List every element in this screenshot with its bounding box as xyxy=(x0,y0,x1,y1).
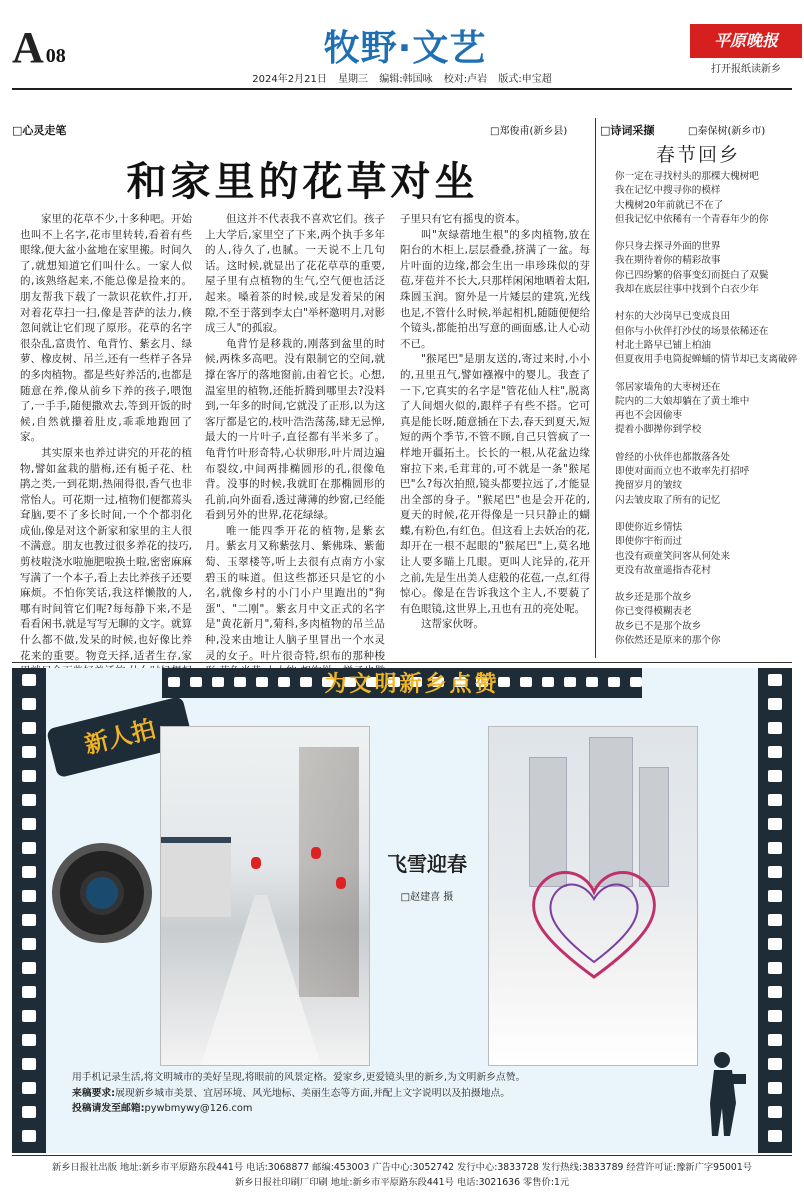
poem-line: 我却在底层往事中找到个白衣少年 xyxy=(615,284,759,296)
film-hole xyxy=(768,1130,782,1142)
film-hole xyxy=(22,674,36,686)
film-hole xyxy=(22,866,36,878)
film-hole xyxy=(768,866,782,878)
poem-line: 我在期待着你的精彩故事 xyxy=(615,255,721,267)
film-hole xyxy=(22,842,36,854)
poem-line: 院内的二大娘却躺在了黄土堆中 xyxy=(615,395,750,407)
date: 2024年2月21日 xyxy=(252,74,327,85)
editor: 编辑:韩国咏 xyxy=(379,74,433,85)
poem-stanza xyxy=(615,451,800,508)
film-hole xyxy=(256,677,268,687)
film-hole xyxy=(768,698,782,710)
poem-stanza xyxy=(615,521,800,578)
newspaper-logo: 平原晚报 xyxy=(690,24,802,58)
layout-editor: 版式:申宝超 xyxy=(498,74,552,85)
heart-sculpture-icon xyxy=(519,857,669,987)
film-hole xyxy=(768,986,782,998)
article-title: 和家里的花草对坐 xyxy=(126,159,479,205)
film-hole xyxy=(768,938,782,950)
photo-heart-sculpture xyxy=(488,726,698,1066)
paragraph: 这帮家伙呀。 xyxy=(421,618,484,631)
film-hole xyxy=(190,677,202,687)
poem-line: 也没有顽童笑问客从何处来 xyxy=(615,550,731,562)
film-hole xyxy=(564,677,576,687)
film-hole xyxy=(22,818,36,830)
poem-line: 挽留岁月的皱纹 xyxy=(615,480,683,492)
poem-line: 再也不会因偷枣 xyxy=(615,410,683,422)
email-label: 投稿请发至邮箱: xyxy=(72,1103,145,1114)
film-hole xyxy=(22,962,36,974)
film-strip-right xyxy=(758,668,792,1153)
paragraph: "猴尾巴"是朋友送的,寄过来时,小小的,丑里丑气,譬如襁褓中的婴儿。我查了一下,它真实的名字是"管花仙人柱",脱离了人间烟火似的,跟样子有些不搭。它可真是能长呀,随意插在下去,春天到夏天,短短的两个季节,不管不顾,自己只管疯了一样地开疆拓土。长长的一根,从花盆边缘窜拉下来,毛茸茸的,可不就是一条"猴尾巴"么?每次拍照,镜头都要拉远了,才能显出全部的身子。"猴尾巴"也是会开花的,夏天的时候,花开得像是一只只静止的蝴蝶,有粉色,有红色。但这看上去妖冶的花,却开在一根不起眼的"猴尾巴"上,莫名地让人要多瞄上几眼。更叫人诧异的,花开之前,先是生出美人痣般的花苞,一点,红得惊心。像是在告诉我这个主人,不要藐了有色眼镜,这世界上,丑也有丑的亮处呢。 xyxy=(400,353,590,615)
poem-line: 大槐树20年前就已不在了 xyxy=(615,199,724,211)
section-title: 牧野·文艺 xyxy=(323,28,487,69)
paragraph: 其实原来也养过讲究的开花的植物,譬如盆栽的腊梅,还有栀子花、杜鹃之类,一到花期,热闹得很,香气也非常怡人。可花期一过,植物们便都蔫头耷脑,要不了多长时间,一个个都羽化成仙,像是对这个新家和家里的主人很不满意。朋友也教过很多养花的技巧,剪枝啦浇水啦施肥啦换土啦,密密麻麻写满了一个本子,看上去比养孩子还要麻烦。不怕你笑话,我这样懒散的人,哪有时间管它们呢?每每静下来,不是看看闲书,就是写写无聊的文字。就算什么都不做,发呆的时候,也好像比养花来的重要。物竞天择,适者生存,家 xyxy=(20,446,192,662)
requirements-text: 展现新乡城市美景、宜居环境、风光地标、美丽生态等方面,并配上文字说明以及拍摄地点。 xyxy=(115,1087,511,1099)
slogan: 打开报纸读新乡 xyxy=(711,64,781,75)
film-hole xyxy=(768,890,782,902)
poem-line: 村北土路早已铺上柏油 xyxy=(615,339,711,351)
film-hole xyxy=(768,722,782,734)
film-hole xyxy=(768,818,782,830)
film-hole xyxy=(168,677,180,687)
poem-line: 村东的大沙岗早已变成良田 xyxy=(615,311,731,323)
article-column-1 xyxy=(20,212,192,662)
film-hole xyxy=(768,1106,782,1118)
photo-title: 飞雪迎春 xyxy=(387,852,467,876)
poem-stanza xyxy=(615,310,800,367)
film-hole xyxy=(22,890,36,902)
film-hole xyxy=(630,677,642,687)
poem-stanza xyxy=(615,240,800,297)
film-hole xyxy=(22,1130,36,1142)
paragraph: 叫"灰绿蓿地生根"的多肉植物,放在阳台的木柜上,层层叠叠,挤满了一盆。每片叶面的边缘,都会生出一串珍珠似的芽苞,芽苞并不长大,只那样闲闲地晒着太阳,珠圆玉润。窗外是一片矮层的建筑,光线也足,不管什么时候,举起相机,随随便便给个镜头,都能拍出写意的画面感,让人心动不已。 xyxy=(400,228,590,350)
film-hole xyxy=(768,1082,782,1094)
banner-intro: 用手机记录生活,将文明城市的美好呈现,将眼前的风景定格。爱家乡,更爱镜头里的新乡,为文明新乡点赞。 xyxy=(72,1072,526,1083)
paragraph: 唯一能四季开花的植物,是紫玄月。紫玄月又称紫弦月、紫佛珠、紫葡萄、玉翠楼等,听上去很有点南方小家碧玉的味道。但这些都还只是它的小名,就像乡村的小门小户里跑出的"狗蛋"、"二刚"。紫玄月中文正式的名字是"黄花新月",菊科,多肉植物的吊兰品种,没来由地让人脑子里冒出一个水灵灵的女子。叶片很奇特,织布的那种梭 xyxy=(205,524,385,662)
film-hole xyxy=(22,1082,36,1094)
film-hole xyxy=(768,1034,782,1046)
paragraph: 但这并不代表我不喜欢它们。孩子上大学后,家里空了下来,两个执手多年的人,待久了,也腻。一天说不上几句话。这时候,就显出了花花草草的重要,屋子里有点植物的生气,空气便也活泛起来。嗓着茶的时候,或是发着呆的闲隙,不至于落到李太白"举杯邀明月,对影成三人"的孤寂。 xyxy=(205,213,385,335)
poem-stanza xyxy=(615,591,800,648)
column-divider xyxy=(595,118,596,658)
poem-line: 更没有故童遥指杏花村 xyxy=(615,564,711,576)
banner-title: 为文明新乡点赞 xyxy=(324,672,500,697)
film-hole xyxy=(22,938,36,950)
film-hole xyxy=(768,794,782,806)
film-hole xyxy=(22,698,36,710)
photo-banner xyxy=(12,668,792,1153)
poem-line: 你一定在寻找村头的那棵大槐树吧 xyxy=(615,171,759,182)
film-strip-left xyxy=(12,668,46,1153)
film-hole xyxy=(768,746,782,758)
poem-line: 但夏夜用手电筒捉蝉蛹的情节却已支离破碎 xyxy=(615,354,798,366)
film-hole xyxy=(22,794,36,806)
poem-body xyxy=(615,170,800,660)
film-hole xyxy=(768,1058,782,1070)
camera-lens-icon xyxy=(52,843,152,943)
film-hole xyxy=(22,1106,36,1118)
page-number: A 08 xyxy=(12,23,66,72)
film-hole xyxy=(608,677,620,687)
poem-line: 故乡还是那个故乡 xyxy=(615,592,692,604)
film-hole xyxy=(22,1034,36,1046)
film-hole xyxy=(22,770,36,782)
poem-line: 你只身去探寻外面的世界 xyxy=(615,241,721,253)
poem-line: 即使你近乡情怯 xyxy=(615,521,683,533)
weekday: 星期三 xyxy=(338,74,369,85)
poem-line: 但你与小伙伴打沙仗的场景依稀还在 xyxy=(615,325,769,337)
film-hole xyxy=(768,770,782,782)
poem-author: □秦保树(新乡市) xyxy=(688,126,766,137)
paragraph: 龟背竹是移栽的,刚落到盆里的时候,两株多高吧。没有限制它的空间,就撑在客厅的落地窗前,由着它长。心想,温室里的植物,还能折腾到哪里去?没料到,一年多的时间,它就没了正形,以为这客厅都是它的,枝叶浩浩荡荡,肆无忌惮,最大的一片叶子,直径都有半米多了。龟背竹叶形奇特,心状卵形,叶片周边遍布裂纹,中间两排椭圆形的孔,很像龟背。没事的时候,我就盯在那椭圆形的孔前,向外面看,透过薄薄的纱窗,已经能看到另外的世界,花花绿绿。 xyxy=(205,337,385,522)
banner-description xyxy=(72,1070,672,1117)
paragraph: 家里的花草不少,十多种吧。开始也叫不上名字,花市里转转,看着有些眼缘,便大盆小盆地在家里搬。时间久了,就想知道它们叫什么。一家人似的,该熟络起来,不能总像是捡来的。朋友帮我下载了一款识花软件,打开,对着花草扫一扫,像是菩萨的法力,倏忽间就让它们现了原形。花草的名字很杂乱,富贵竹、龟背竹、紫玄月、绿萝、橡皮树、吊兰,还有一些样子各异的多肉植物。都是些好养活的,也都是随意在养,像从前乡下养的孩子,喂饱了,一手手,随便撒欢去,等到开饭的时候,自然就攥着肚皮,乖乖地跑回了家。 xyxy=(20,213,192,444)
poem-line: 但我记忆中依稀有一个青春年少的你 xyxy=(615,213,769,225)
divider xyxy=(12,662,792,663)
photo-credit: □赵建喜 摄 xyxy=(400,892,454,903)
column-heading: □心灵走笔 xyxy=(12,124,67,137)
banner-badge: 新人拍 xyxy=(46,696,194,778)
poem-column-heading: □诗词采撷 xyxy=(600,124,655,137)
film-hole xyxy=(586,677,598,687)
poem-stanza xyxy=(615,170,800,227)
footer xyxy=(12,1160,792,1190)
photo-snowy-lane xyxy=(160,726,370,1066)
film-hole xyxy=(22,722,36,734)
poem-line: 提着小脚撵你到学校 xyxy=(615,424,702,436)
film-hole xyxy=(22,986,36,998)
divider xyxy=(12,88,792,90)
film-hole xyxy=(22,914,36,926)
submission-email[interactable]: pywbmywy@126.com xyxy=(144,1103,253,1114)
poem-line: 即使你宇衔而过 xyxy=(615,536,683,548)
poem-line: 曾经的小伙伴也都散落各处 xyxy=(615,451,731,463)
requirements-label: 来稿要求: xyxy=(72,1087,116,1099)
poem-line: 你已变得模糊表老 xyxy=(615,606,692,618)
poem-line: 故乡已不是那个故乡 xyxy=(615,620,702,632)
photographer-silhouette-icon xyxy=(692,1048,752,1138)
film-hole xyxy=(768,1010,782,1022)
poem-line: 你依然还是原来的那个你 xyxy=(615,635,721,647)
poem-stanza xyxy=(615,381,800,438)
poem-title: 春节回乡 xyxy=(655,144,740,166)
article-byline: □郑俊甫(新乡县) xyxy=(490,126,568,137)
film-hole xyxy=(212,677,224,687)
paragraph: 子里只有它有摇曳的资本。 xyxy=(400,213,526,225)
poem-line: 你已四纷繁的俗事变幻而挺白了双鬓 xyxy=(615,269,769,281)
film-hole xyxy=(768,842,782,854)
article-column-3 xyxy=(400,212,590,652)
film-hole xyxy=(768,914,782,926)
film-hole xyxy=(768,674,782,686)
footer-line-1: 新乡日报社出版 地址:新乡市平原路东段441号 电话:3068877 邮编:453003 广告中心:3052742 发行中心:3833728 发行热线:3833789 经营许可证:豫新广字95001号 xyxy=(51,1162,753,1173)
footer-line-2: 新乡日报社印刷厂印刷 地址:新乡市平原路东段441号 电话:3021636 零售价:1元 xyxy=(234,1177,570,1188)
film-hole xyxy=(768,962,782,974)
film-hole xyxy=(22,1058,36,1070)
film-hole xyxy=(22,1010,36,1022)
dateline xyxy=(0,70,804,85)
proofreader: 校对:卢岩 xyxy=(443,74,488,85)
divider xyxy=(12,1155,792,1156)
poem-line: 闪去皱皮取了所有的记忆 xyxy=(615,494,721,506)
film-hole xyxy=(234,677,246,687)
poem-line: 我在记忆中搜寻你的模样 xyxy=(615,185,721,197)
poem-line: 即使对面而立也不敢率先打招呼 xyxy=(615,466,750,478)
poem-line: 邻居家墙角的大枣树还在 xyxy=(615,381,721,393)
film-hole xyxy=(22,746,36,758)
article-column-2 xyxy=(205,212,385,662)
